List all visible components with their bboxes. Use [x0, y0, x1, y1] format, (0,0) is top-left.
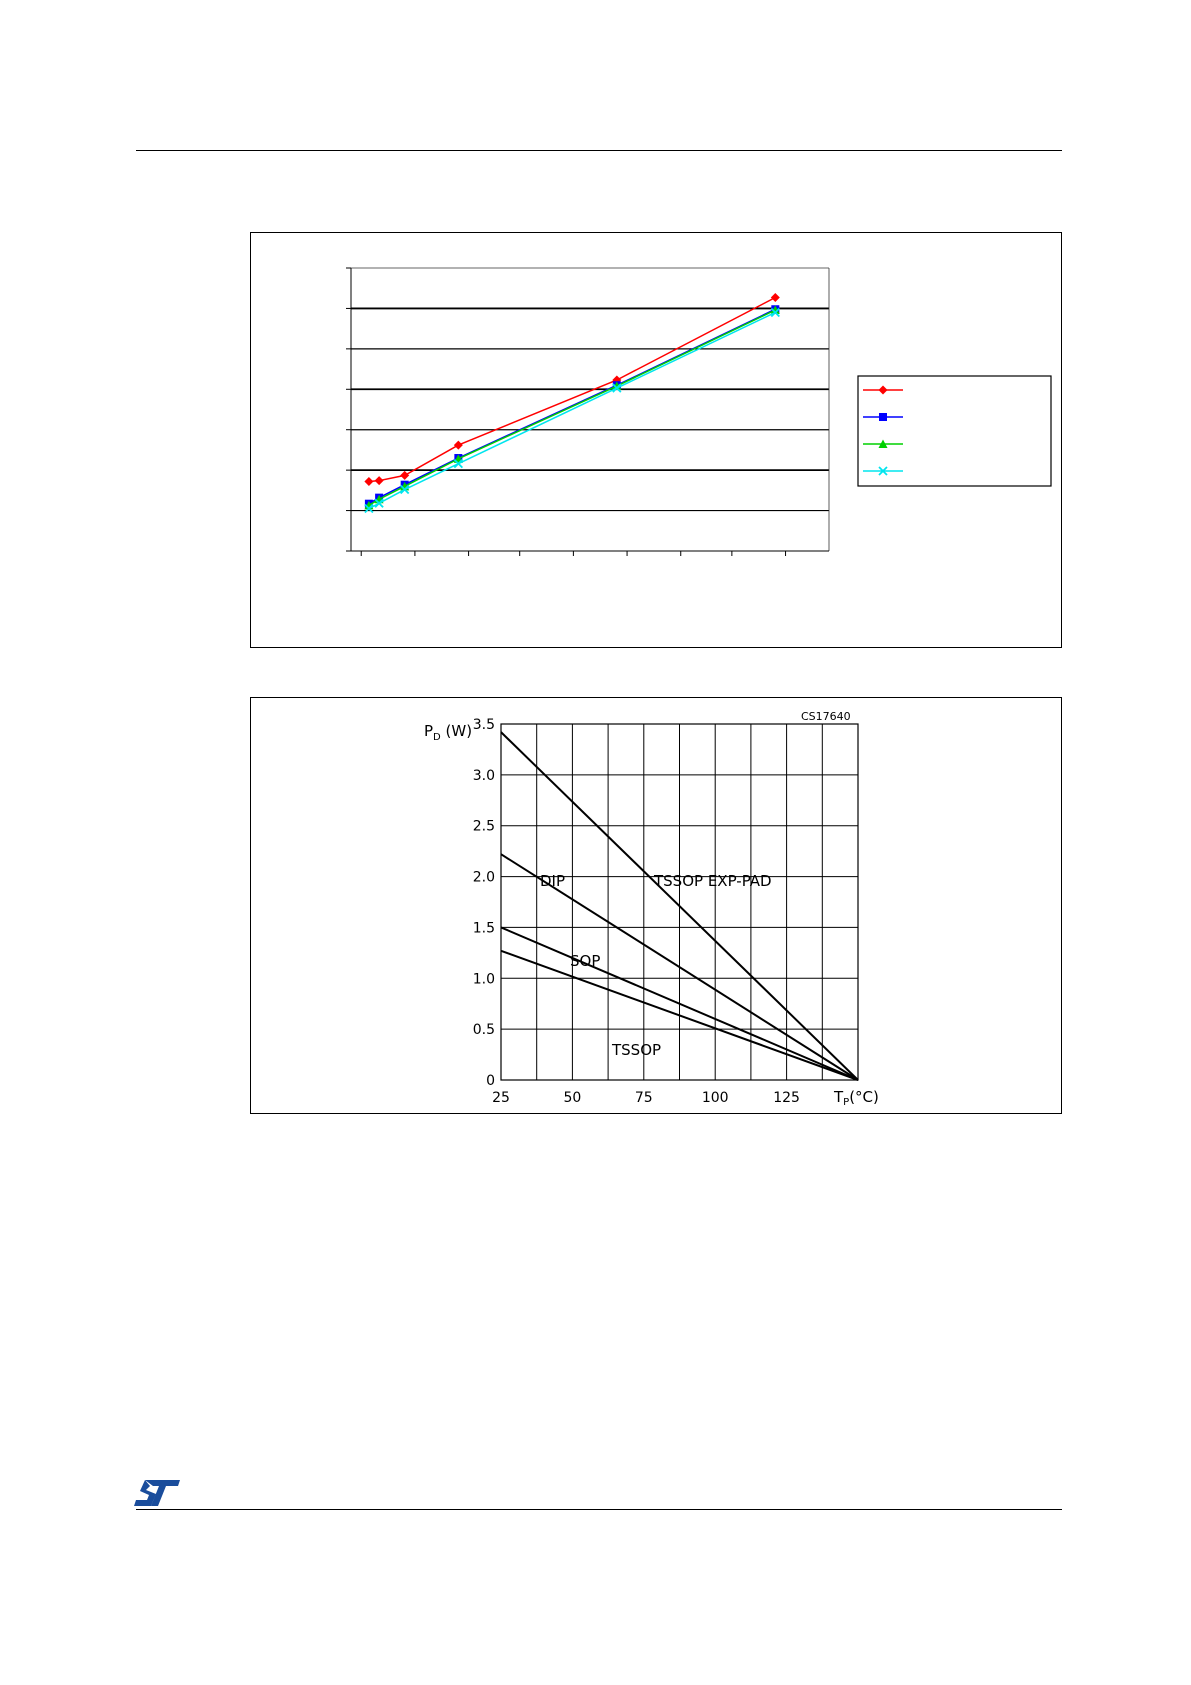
legend-box [858, 376, 1051, 486]
y-tick-label: 1.5 [472, 920, 495, 937]
data-point [771, 293, 780, 302]
footer-rule [136, 1509, 1062, 1510]
series-line [369, 310, 775, 505]
st-logo [134, 1478, 182, 1513]
region-label: DIP [540, 872, 566, 890]
data-point [879, 413, 887, 421]
region-label: SOP [570, 952, 601, 970]
x-tick-label: 25 [492, 1090, 510, 1106]
region-label: TSSOP EXP-PAD [654, 872, 772, 890]
y-tick-label: 3.0 [472, 767, 495, 784]
x-axis-label [833, 1088, 879, 1108]
region-label: TSSOP [612, 1041, 662, 1059]
y-axis-label [424, 722, 472, 743]
x-tick-label: 50 [563, 1090, 582, 1106]
data-point [375, 476, 384, 485]
legend [858, 376, 1051, 486]
y-axis-label-main: P [424, 722, 434, 740]
y-axis-label-sub: D [433, 732, 441, 743]
y-tick-label: 2.5 [472, 818, 495, 835]
power-derating-chart [251, 698, 1061, 1113]
chart-frame-1 [250, 232, 1062, 648]
y-tick-label: 0.5 [472, 1022, 495, 1039]
y-tick-label: 1.0 [472, 971, 495, 988]
y-tick-label: 3.5 [472, 717, 495, 733]
y-tick-label: 0 [486, 1073, 495, 1089]
x-tick-label: 75 [634, 1090, 653, 1106]
y-tick-label: 2.0 [472, 869, 495, 886]
series-line [369, 312, 775, 508]
header-rule [136, 150, 1062, 151]
x-axis-label-unit: (°C) [849, 1088, 879, 1106]
data-point [364, 477, 373, 486]
data-point [454, 441, 463, 450]
chart-frame-2 [250, 697, 1062, 1114]
line-chart [251, 233, 1061, 647]
x-axis-label-sub: P [843, 1097, 850, 1108]
st-logo-icon [134, 1478, 182, 1508]
figure-code: CS17640 [801, 710, 851, 723]
series-4 [365, 308, 779, 512]
x-axis-label-main: T [834, 1088, 844, 1106]
data-point [400, 471, 409, 480]
x-tick-label: 125 [773, 1090, 800, 1106]
x-tick-label: 100 [701, 1090, 729, 1106]
y-axis-label-unit: (W) [440, 722, 473, 740]
